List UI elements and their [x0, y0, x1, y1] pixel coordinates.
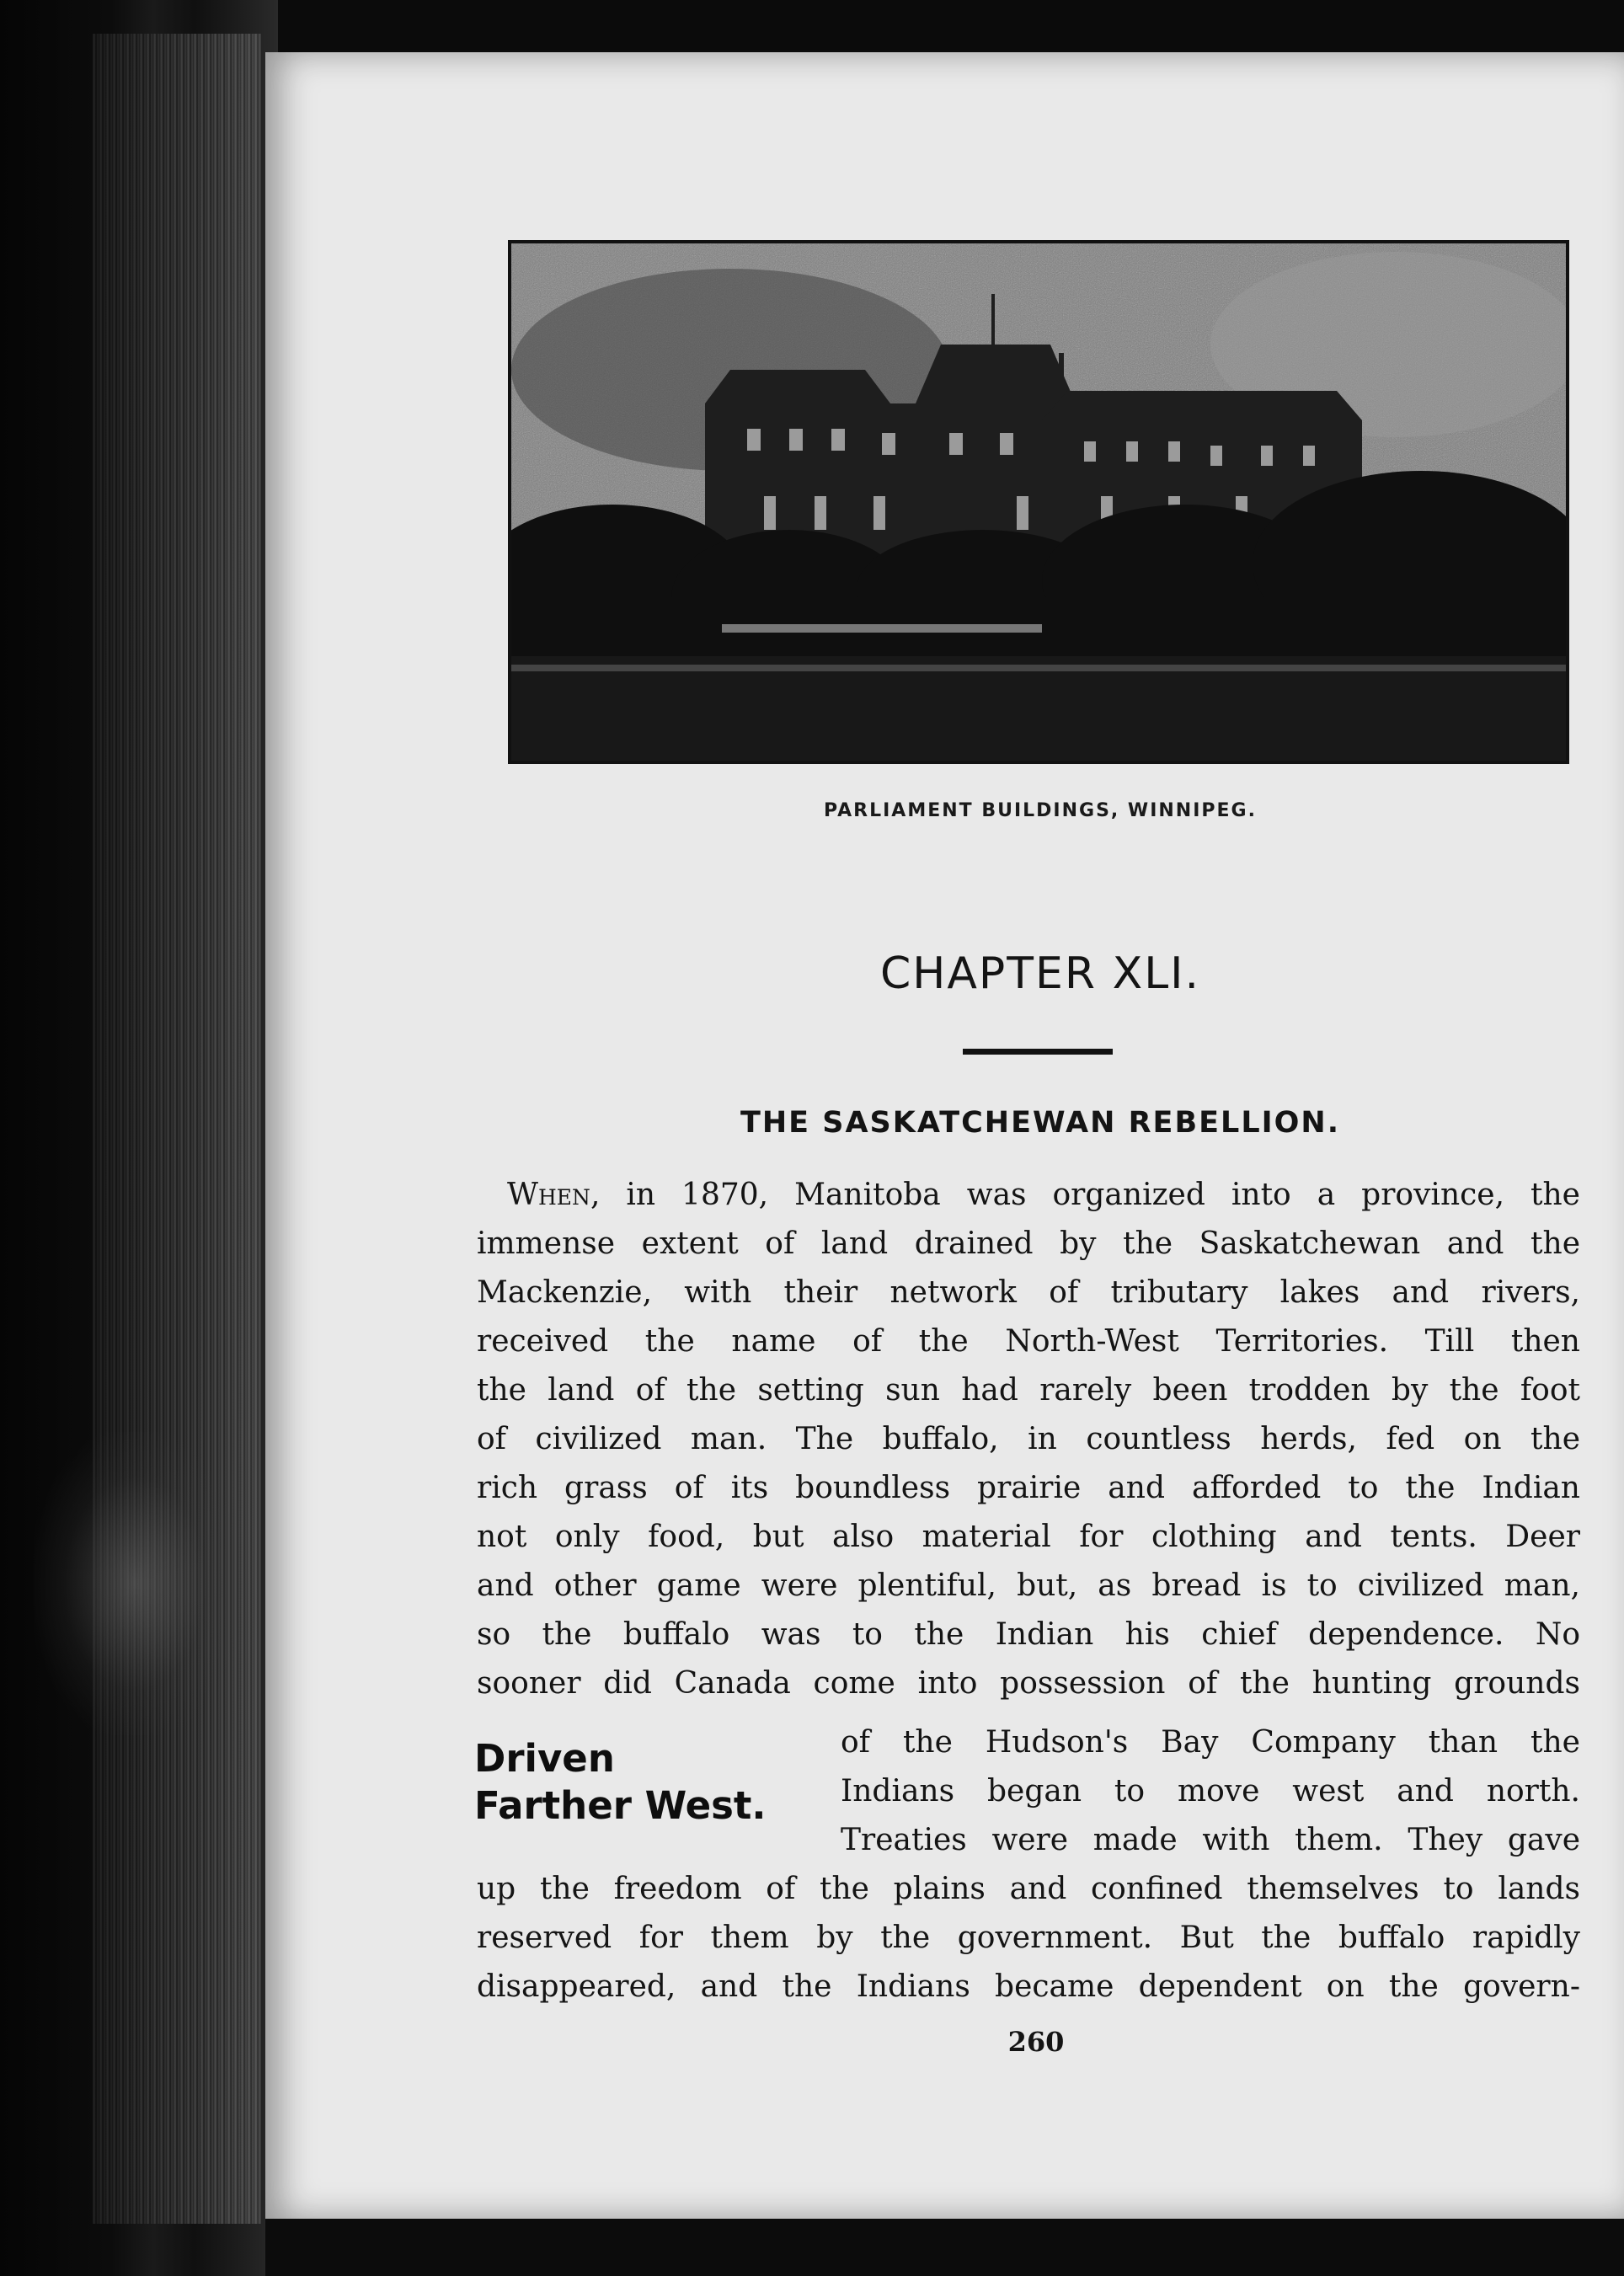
bottom-margin-shadow	[265, 2219, 1624, 2276]
text-line: the land of the setting sun had rarely been trodden by the foot	[477, 1373, 1580, 1408]
photo-caption: PARLIAMENT BUILDINGS, WINNIPEG.	[824, 800, 1257, 821]
opening-word: When	[507, 1178, 590, 1212]
text-line: immense extent of land drained by the Saskatchewan and the	[477, 1226, 1580, 1261]
text-line: received the name of the North-West Territories. Till then	[477, 1324, 1580, 1359]
text-line: reserved for them by the government. But the buffalo rapidly	[477, 1921, 1580, 1955]
text-line: up the freedom of the plains and confined themselves to lands	[477, 1872, 1580, 1906]
margin-sidenote	[474, 1735, 767, 1830]
page-number: 260	[1007, 2026, 1065, 2058]
text-line: sooner did Canada come into possession of the hunting grounds	[477, 1666, 1580, 1701]
body-text-continued	[477, 1865, 1580, 2012]
chapter-heading: CHAPTER XLI.	[879, 948, 1201, 999]
text-line: of the Hudson's Bay Company than the	[841, 1725, 1580, 1760]
text-line: Mackenzie, with their network of tributary lakes and rivers,	[477, 1275, 1580, 1310]
sidenote-line: Farther West.	[474, 1783, 767, 1828]
text-line: and other game were plentiful, but, as bread is to civilized man,	[477, 1568, 1580, 1603]
sidenote-line: Driven	[474, 1736, 615, 1781]
text-line: Treaties were made with them. They gave	[841, 1823, 1580, 1857]
text-line: rich grass of its boundless prairie and afforded to the Indian	[477, 1471, 1580, 1505]
text-line: so the buffalo was to the Indian his chief dependence. No	[477, 1617, 1580, 1652]
text-line: Indians began to move west and north.	[841, 1774, 1580, 1809]
parliament-buildings-photo	[508, 240, 1569, 764]
building-illustration	[511, 243, 1566, 761]
text-line: of civilized man. The buffalo, in countless herds, fed on the	[477, 1422, 1580, 1456]
body-text	[477, 1171, 1580, 1708]
page-edges-shadow	[93, 34, 261, 2224]
chapter-rule	[963, 1049, 1113, 1055]
body-text-beside-sidenote	[841, 1718, 1580, 1865]
text-line: disappeared, and the Indians became dependent on the govern-	[477, 1969, 1580, 2004]
scan-blotch	[34, 1432, 236, 1735]
text-line: not only food, but also material for clothing and tents. Deer	[477, 1520, 1580, 1554]
text-line	[477, 1171, 1580, 1220]
chapter-title: THE SASKATCHEWAN REBELLION.	[740, 1106, 1341, 1140]
text-line-content: , in 1870, Manitoba was organized into a province, the	[590, 1178, 1580, 1212]
